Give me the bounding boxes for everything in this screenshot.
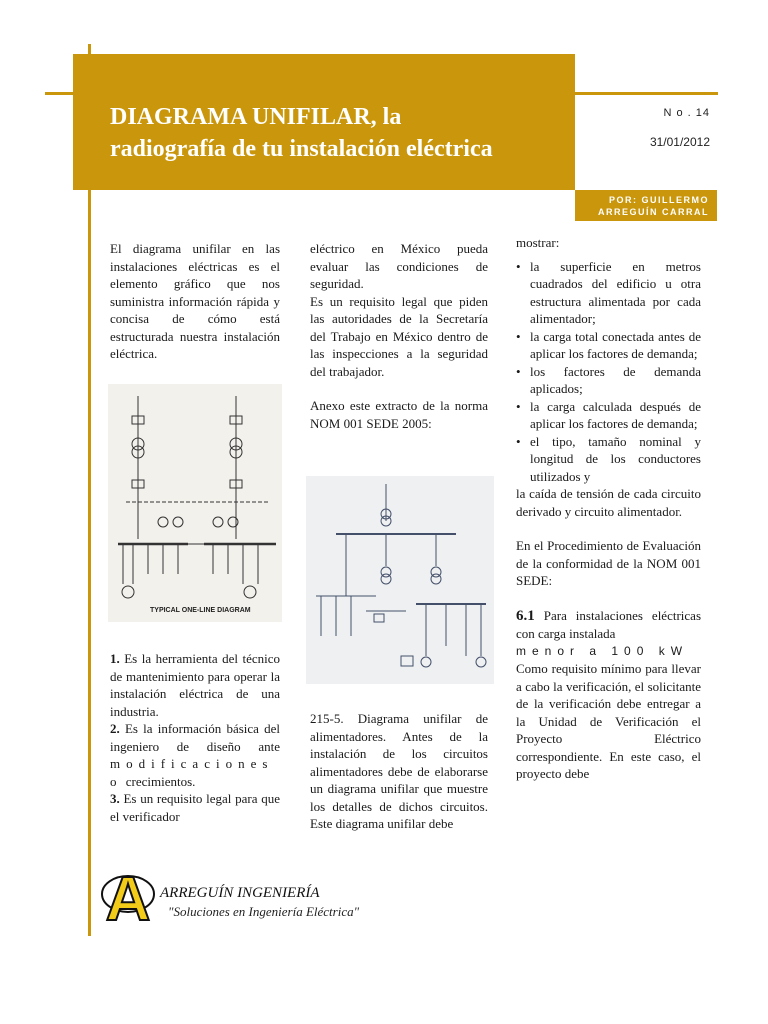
col2-paragraph-2: Es un requisito legal que piden las autoridades de la Secretaría del Trabajo en México dentro de las inspecciones a la seguridad del trabajador. [310, 293, 488, 379]
feeder-diagram-svg [306, 476, 494, 684]
one-line-diagram-figure [108, 384, 282, 622]
bullet-text: la carga total conectada antes de aplicar los factores de demanda; [530, 328, 701, 361]
author-line-2: ARREGUÍN CARRAL [598, 207, 709, 217]
title-line-1: DIAGRAMA UNIFILAR, la [110, 104, 402, 130]
list-item-text: Es la información básica del ingeniero de diseño ante [110, 721, 281, 754]
bullet-dot: • [516, 328, 521, 344]
col3-paragraph-2: En el Procedimiento de Evaluación de la conformidad de la NOM 001 SEDE: [516, 538, 701, 588]
author-line-1: POR: GUILLERMO [609, 195, 709, 205]
column-1-intro [110, 240, 280, 363]
list-item-spaced-text: modificaciones o [110, 756, 274, 789]
page-title [110, 101, 570, 165]
section-number: 6.1 [516, 607, 535, 624]
list-item-number: 2. [110, 721, 120, 736]
bullet-item-5 [516, 433, 701, 486]
logo-svg [100, 862, 156, 926]
list-item-1 [110, 650, 280, 720]
col2-paragraph-3: Anexo este extracto de la norma NOM 001 SEDE 2005: [310, 398, 488, 431]
bullet-dot: • [516, 398, 521, 414]
bullet-item-2 [516, 328, 701, 363]
bullet-text: el tipo, tamaño nominal y longitud de los conductores utilizados y [530, 433, 701, 484]
list-item-number: 3. [110, 791, 120, 806]
company-name: ARREGUÍN INGENIERÍA [160, 885, 320, 901]
list-item-3 [110, 790, 280, 825]
feeder-diagram-figure [306, 476, 494, 684]
section-text-1: Para instalaciones eléctricas con carga instalada [516, 607, 702, 641]
column-3 [516, 234, 701, 783]
bullet-dot: • [516, 363, 521, 379]
author-box [575, 190, 717, 221]
company-slogan: "Soluciones en Ingeniería Eléctrica" [168, 904, 360, 919]
col3-lead: mostrar: [516, 235, 560, 250]
section-spaced-text: menor a 100 kW [516, 643, 689, 658]
list-item-number: 1. [110, 651, 120, 666]
section-text-2: Como requisito mínimo para llevar a cabo la verificación, el solicitante de la verificación debe entregar a la Unidad de Verificación el Proyecto Eléctrico correspondiente. En este caso, el proyecto debe [516, 661, 701, 781]
bullet-item-3 [516, 363, 701, 398]
bullet-text: los factores de demanda aplicados; [530, 363, 701, 396]
list-item-text-after: crecimientos. [125, 773, 196, 789]
bullet-item-4 [516, 398, 701, 433]
bullet-dot: • [516, 433, 521, 449]
section-6-1 [516, 607, 701, 643]
bullet-item-1 [516, 258, 701, 328]
column-2-top [310, 240, 488, 432]
one-line-diagram-svg [108, 384, 282, 622]
issue-date: 31/01/2012 [649, 135, 710, 149]
logo-letter: A [105, 865, 151, 926]
col3-after-bullets: la caída de tensión de cada circuito derivado y circuito alimentador. [516, 486, 701, 519]
col2-paragraph-1: eléctrico en México pueda evaluar las condiciones de seguridad. [310, 241, 488, 291]
company-logo [100, 862, 156, 926]
issue-number: N o . 14 [663, 107, 710, 119]
column-1-list [110, 650, 280, 825]
bullet-text: la superficie en metros cuadrados del edificio u otra estructura alimentada por cada alimentador; [530, 258, 701, 326]
diagram-caption: TYPICAL ONE-LINE DIAGRAM [150, 607, 251, 614]
column-2-bottom [310, 710, 488, 833]
bullet-dot: • [516, 258, 521, 274]
col2-paragraph-4: 215-5. Diagrama unifilar de alimentadores. Antes de la instalación de los circuitos alimentadores debe de elaborarse un diagrama unifilar que muestre los detalles de dichos circuitos. Este diagrama unifilar debe [310, 711, 488, 831]
header-banner-top [73, 54, 575, 92]
intro-paragraph: El diagrama unifilar en las instalaciones eléctricas es el elemento gráfico que nos suministra información rápida y concisa de cómo está estructurada nuestra instalación eléctrica. [110, 241, 280, 361]
list-item-text: Es un requisito legal para que el verificador [110, 791, 281, 824]
list-item-text: Es la herramienta del técnico de mantenimiento para operar la instalación eléctrica de una industria. [110, 651, 281, 719]
bullet-text: la carga calculada después de aplicar los factores de demanda; [530, 398, 701, 431]
list-item-2 [110, 720, 280, 790]
title-line-2: radiografía de tu instalación eléctrica [110, 136, 493, 162]
